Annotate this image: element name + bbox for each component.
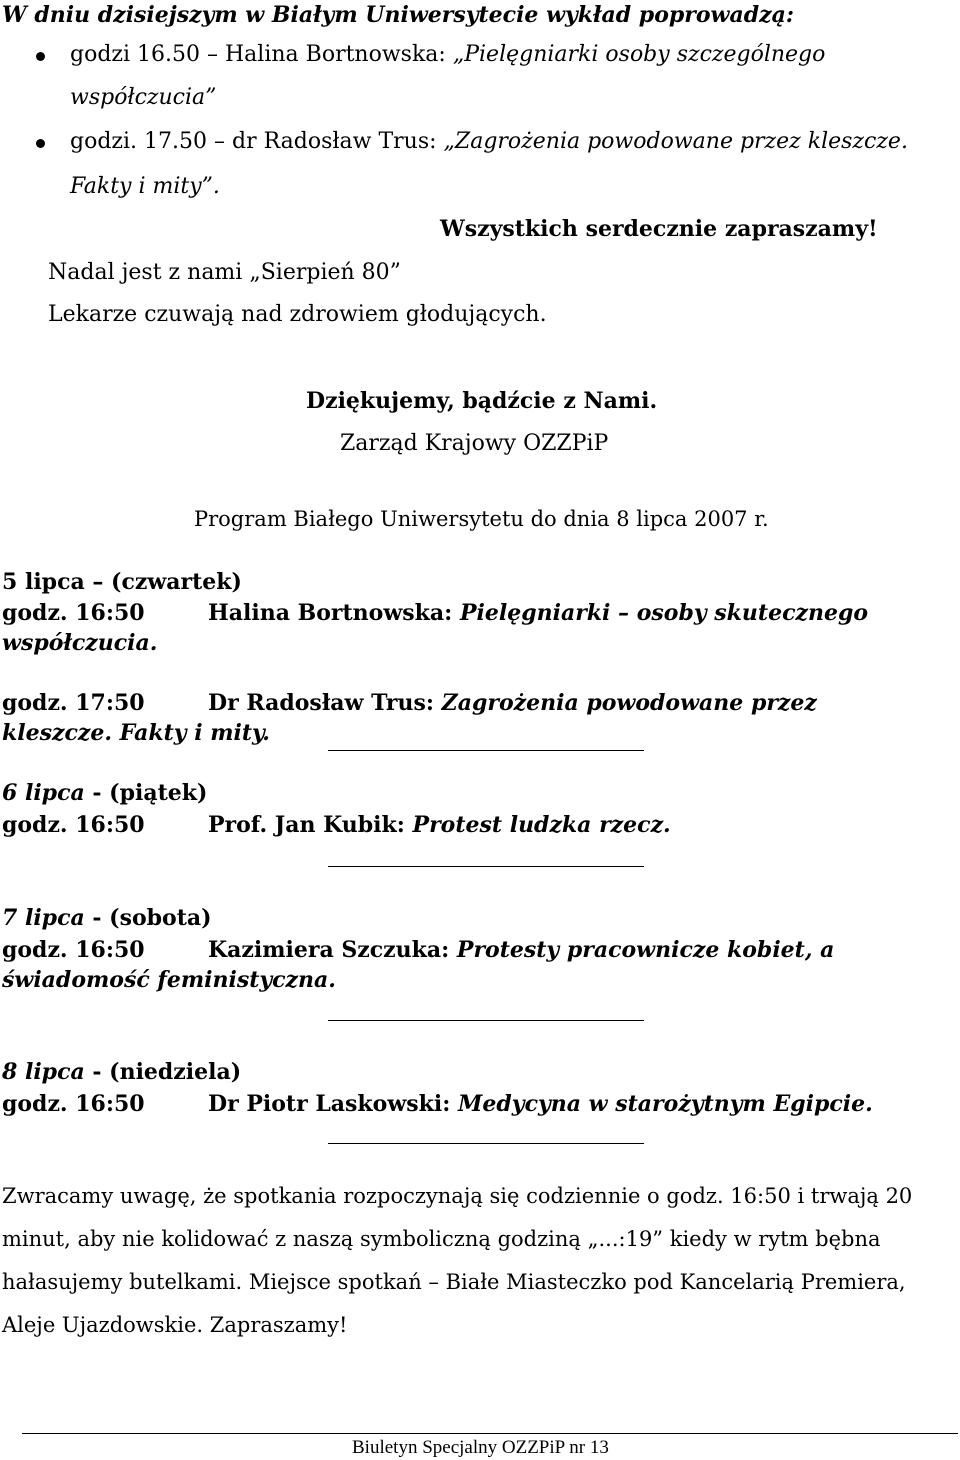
day-7-event bbox=[208, 937, 834, 963]
day-5-event-2-title: Zagrożenia powodowane przez bbox=[441, 690, 817, 716]
day-7-event-title-cont: świadomość feministyczna. bbox=[2, 967, 336, 993]
intro-item-2-title: „Zagrożenia powodowane przez kleszcze. bbox=[443, 129, 908, 154]
day-5-label: 5 lipca – (czwartek) bbox=[2, 569, 242, 595]
intro-item-2 bbox=[70, 129, 908, 154]
footer-rule bbox=[22, 1433, 958, 1434]
day-5-event-1-title-cont: współczucia. bbox=[2, 630, 158, 656]
day-5-event-1-title: Pielęgniarki – osoby skutecznego bbox=[459, 600, 868, 626]
note-lekarze: Lekarze czuwają nad zdrowiem głodujących. bbox=[48, 302, 547, 327]
day-6-event-title: Protest ludzka rzecz. bbox=[412, 812, 671, 838]
day-7-label-date: 7 lipca bbox=[2, 905, 85, 931]
day-8-label-weekday: - (niedziela) bbox=[84, 1059, 242, 1085]
day-7-event-speaker: Kazimiera Szczuka: bbox=[208, 937, 457, 963]
day-6-label-weekday: - (piątek) bbox=[84, 780, 208, 806]
notice-line-2: minut, aby nie kolidować z naszą symboliczną godziną „...:19” kiedy w rytm bębna bbox=[2, 1227, 881, 1251]
day-5-event-2 bbox=[208, 690, 817, 716]
day-8-label bbox=[2, 1059, 241, 1085]
intro-item-1-prefix: godzi 16.50 – Halina Bortnowska: bbox=[70, 42, 453, 67]
day-5-event-2-title-cont: kleszcze. Fakty i mity. bbox=[2, 720, 270, 746]
thanks-text: Dziękujemy, bądźcie z Nami. bbox=[306, 388, 658, 414]
day-6-event-time: godz. 16:50 bbox=[2, 812, 145, 838]
separator-line bbox=[328, 1020, 644, 1021]
intro-item-2-title-cont: Fakty i mity”. bbox=[70, 174, 220, 199]
day-7-label-weekday: - (sobota) bbox=[84, 905, 212, 931]
board-signature: Zarząd Krajowy OZZPiP bbox=[340, 431, 609, 456]
separator-line bbox=[328, 1143, 644, 1144]
notice-line-4: Aleje Ujazdowskie. Zapraszamy! bbox=[2, 1313, 348, 1337]
intro-heading: W dniu dzisiejszym w Białym Uniwersytecie wykład poprowadzą: bbox=[2, 2, 794, 28]
day-6-label bbox=[2, 780, 207, 806]
day-7-label bbox=[2, 905, 212, 931]
day-5-event-1-time: godz. 16:50 bbox=[2, 600, 145, 626]
footer-text: Biuletyn Specjalny OZZPiP nr 13 bbox=[352, 1437, 609, 1458]
notice-line-3: hałasujemy butelkami. Miejsce spotkań – Białe Miasteczko pod Kancelarią Premiera, bbox=[2, 1270, 906, 1294]
day-5-event-2-time: godz. 17:50 bbox=[2, 690, 145, 716]
notice-line-1: Zwracamy uwagę, że spotkania rozpoczynają się codziennie o godz. 16:50 i trwają 20 bbox=[2, 1184, 913, 1208]
program-title: Program Białego Uniwersytetu do dnia 8 lipca 2007 r. bbox=[194, 507, 769, 531]
day-8-event-time: godz. 16:50 bbox=[2, 1091, 145, 1117]
separator-line bbox=[328, 750, 644, 751]
day-8-event-speaker: Dr Piotr Laskowski: bbox=[208, 1091, 459, 1117]
day-8-label-date: 8 lipca bbox=[2, 1059, 85, 1085]
day-8-event bbox=[208, 1091, 873, 1117]
day-7-event-time: godz. 16:50 bbox=[2, 937, 145, 963]
bullet-icon bbox=[36, 139, 45, 148]
day-7-event-title: Protesty pracownicze kobiet, a bbox=[456, 937, 835, 963]
intro-item-2-prefix: godzi. 17.50 – dr Radosław Trus: bbox=[70, 129, 444, 154]
day-6-event bbox=[208, 812, 671, 838]
note-sierpien: Nadal jest z nami „Sierpień 80” bbox=[48, 260, 401, 285]
day-5-event-1-speaker: Halina Bortnowska: bbox=[208, 600, 460, 626]
separator-line bbox=[328, 866, 644, 867]
day-5-event-2-speaker: Dr Radosław Trus: bbox=[208, 690, 442, 716]
day-6-event-speaker: Prof. Jan Kubik: bbox=[208, 812, 413, 838]
day-6-label-date: 6 lipca bbox=[2, 780, 85, 806]
intro-item-1-title-cont: współczucia” bbox=[70, 85, 217, 110]
intro-item-1 bbox=[70, 42, 825, 67]
bullet-icon bbox=[36, 52, 45, 61]
day-5-event-1 bbox=[208, 600, 868, 626]
day-8-event-title: Medycyna w starożytnym Egipcie. bbox=[458, 1091, 873, 1117]
intro-item-1-title: „Pielęgniarki osoby szczególnego bbox=[452, 42, 826, 67]
invite-text: Wszystkich serdecznie zapraszamy! bbox=[440, 216, 878, 242]
